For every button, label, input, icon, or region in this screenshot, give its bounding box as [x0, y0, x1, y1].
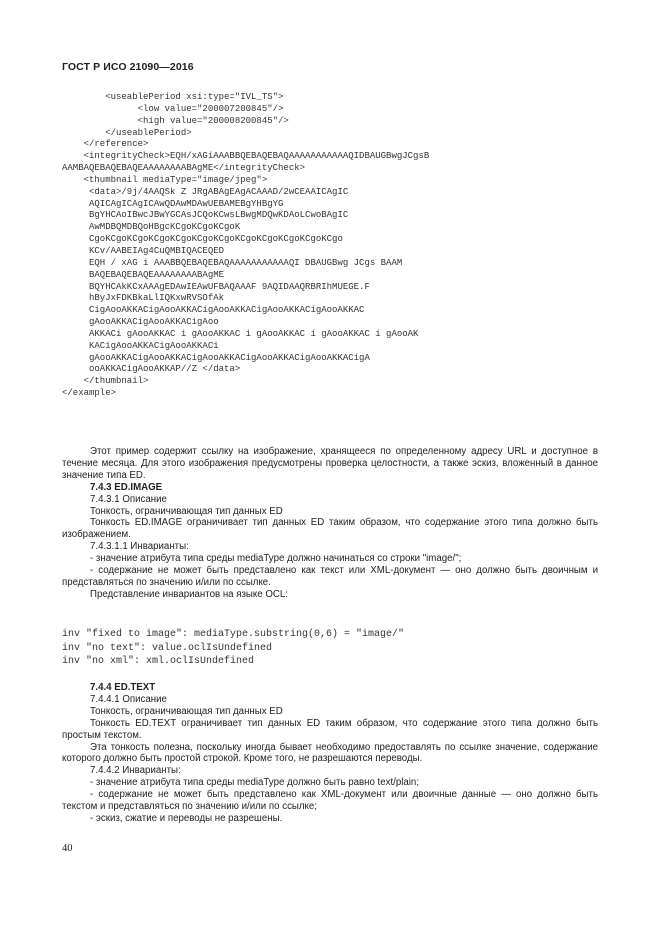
invariant-list-item: - содержание не может быть представлено как текст или XML-документ — оно должно быть двоичным и представляться по значению и/или по ссылке.	[62, 565, 598, 588]
subsection-heading-7-4-4-2: 7.4.4.2 Инварианты:	[90, 765, 181, 777]
paragraph-7-4-4-1-a: Тонкость, ограничивающая тип данных ED	[90, 705, 283, 717]
xml-code-line: <high value="200008200845"/>	[62, 115, 289, 126]
ocl-code-line: inv "no xml": xml.oclIsUndefined	[62, 656, 255, 667]
subsection-heading-7-4-3-1: 7.4.3.1 Описание	[90, 493, 167, 505]
xml-code-line: gAooAKKACigAooAKKACigAoo	[62, 317, 219, 328]
xml-code-line: </thumbnail>	[62, 376, 149, 387]
xml-code-line: </example>	[62, 388, 117, 399]
xml-code-line: AwMDBQMDBQoHBgcKCgoKCgoKCgoK	[62, 222, 241, 233]
invariant-list-item: - значение атрибута типа среды mediaType должно начинаться со строки "image/";	[90, 553, 462, 565]
xml-code-line: KCv/AABEIAg4CuQMBIQACEQED	[62, 245, 225, 256]
paragraph-7-4-4-1-c: Эта тонкость полезна, поскольку иногда бывает необходимо предоставлять по ссылке значение, содержание которого должно быть простой строкой. Кроме того, не разрешаются переводы.	[62, 741, 598, 765]
xml-code-line: </reference>	[62, 139, 149, 150]
xml-code-line: <low value="200007200845"/>	[62, 103, 284, 114]
subsection-heading-7-4-3-1-1: 7.4.3.1.1 Инварианты:	[90, 541, 189, 553]
xml-code-line: <thumbnail mediaType="image/jpeg">	[62, 174, 268, 185]
paragraph-7-4-4-1-b: Тонкость ED.TEXT ограничивает тип данных ED таким образом, что содержание этого типа должно быть простым текстом.	[62, 717, 598, 741]
text-section-ed-image	[62, 446, 598, 601]
xml-code-line: CigAooAKKACigAooAKKACigAooAKKACigAooAKKACigAooAKKAC	[62, 305, 365, 316]
xml-code-line: gAooAKKACigAooAKKACigAooAKKACigAooAKKACigAooAKKACigA	[62, 352, 370, 363]
section-heading-7-4-3: 7.4.3 ED.IMAGE	[90, 481, 163, 493]
xml-code-line: <data>/9j/4AAQSk Z JRgABAgEAgACAAAD/2wCEAAICAgIC	[62, 186, 349, 197]
xml-code-line: BgYHCAoIBwcJBwYGCAsJCQoKCwsLBwgMDQwKDAoLCwoBAgIC	[62, 210, 349, 221]
ocl-code-block	[62, 628, 642, 669]
xml-code-line: AKKACi gAooAKKAC i gAooAKKAC i gAooAKKAC i gAooAKKAC i gAooAK	[62, 328, 419, 339]
example-explanation-paragraph: Этот пример содержит ссылку на изображение, хранящееся по определенному адресу URL и доступное в течение месяца. Для этого изображения предусмотрены проверка целостности, а также эскиз, вложенный в данное значение типа ED.	[62, 446, 598, 481]
xml-code-line: ooAKKACigAooAKKAP//Z </data>	[62, 364, 241, 375]
xml-code-line: <useablePeriod xsi:type="IVL_TS">	[62, 92, 284, 102]
section-heading-7-4-4: 7.4.4 ED.TEXT	[90, 682, 156, 693]
xml-code-line: EQH / xAG i AAABBQEBAQEBAQAAAAAAAAAAAQI DBAUGBwg JCgs BAAM	[62, 257, 403, 268]
paragraph-7-4-3-1-b: Тонкость ED.IMAGE ограничивает тип данных ED таким образом, что содержание этого типа должно быть изображением.	[62, 517, 598, 541]
xml-code-line: <integrityCheck>EQH/xAGiAAABBQEBAQEBAQAAAAAAAAAAAQIDBAUGBwgJCgsB	[62, 151, 430, 162]
invariant-list-item: - значение атрибута типа среды mediaType должно быть равно text/plain;	[90, 777, 420, 789]
xml-code-line: hByJxFDKBkaLlIQKxwRVSOfAk	[62, 293, 225, 304]
ocl-intro-paragraph: Представление инвариантов на языке OCL:	[90, 588, 288, 600]
invariant-list-item: - содержание не может быть представлено как XML-документ или двоичные данные — оно должно быть текстом и представляться по значению и/или по ссылке;	[62, 789, 598, 813]
xml-code-line: BAQEBAQEBAQEAAAAAAAABAgME	[62, 269, 225, 280]
xml-code-line: </useablePeriod>	[62, 127, 192, 138]
xml-code-line: AQICAgICAgICAwQDAwMDAwUEBAMEBgYHBgYG	[62, 198, 284, 209]
ocl-code-line: inv "fixed to image": mediaType.substring(0,6) = "image/"	[62, 629, 405, 640]
page-number: 40	[62, 843, 73, 854]
paragraph-7-4-3-1-a: Тонкость, ограничивающая тип данных ED	[90, 505, 283, 517]
xml-code-line: BQYHCAkKCxAAAgEDAwIEAwUFBAQAAAF 9AQIDAAQRBRIhMUEGE.F	[62, 281, 370, 292]
invariant-list-item: - эскиз, сжатие и переводы не разрешены.	[90, 812, 283, 824]
xml-example-code-block	[62, 92, 642, 400]
text-section-ed-text	[62, 682, 598, 825]
subsection-heading-7-4-4-1: 7.4.4.1 Описание	[90, 693, 167, 705]
xml-code-line: AAMBAQEBAQEBAQEAAAAAAAABAgME</integrityCheck>	[62, 163, 306, 174]
ocl-code-line: inv "no text": value.oclIsUndefined	[62, 642, 273, 654]
xml-code-line: KACigAooAKKACigAooAKKACi	[62, 340, 219, 351]
xml-code-line: CgoKCgoKCgoKCgoKCgoKCgoKCgoKCgoKCgoKCgoKCgoKCgo	[62, 234, 343, 245]
document-header: ГОСТ Р ИСО 21090—2016	[62, 61, 194, 73]
